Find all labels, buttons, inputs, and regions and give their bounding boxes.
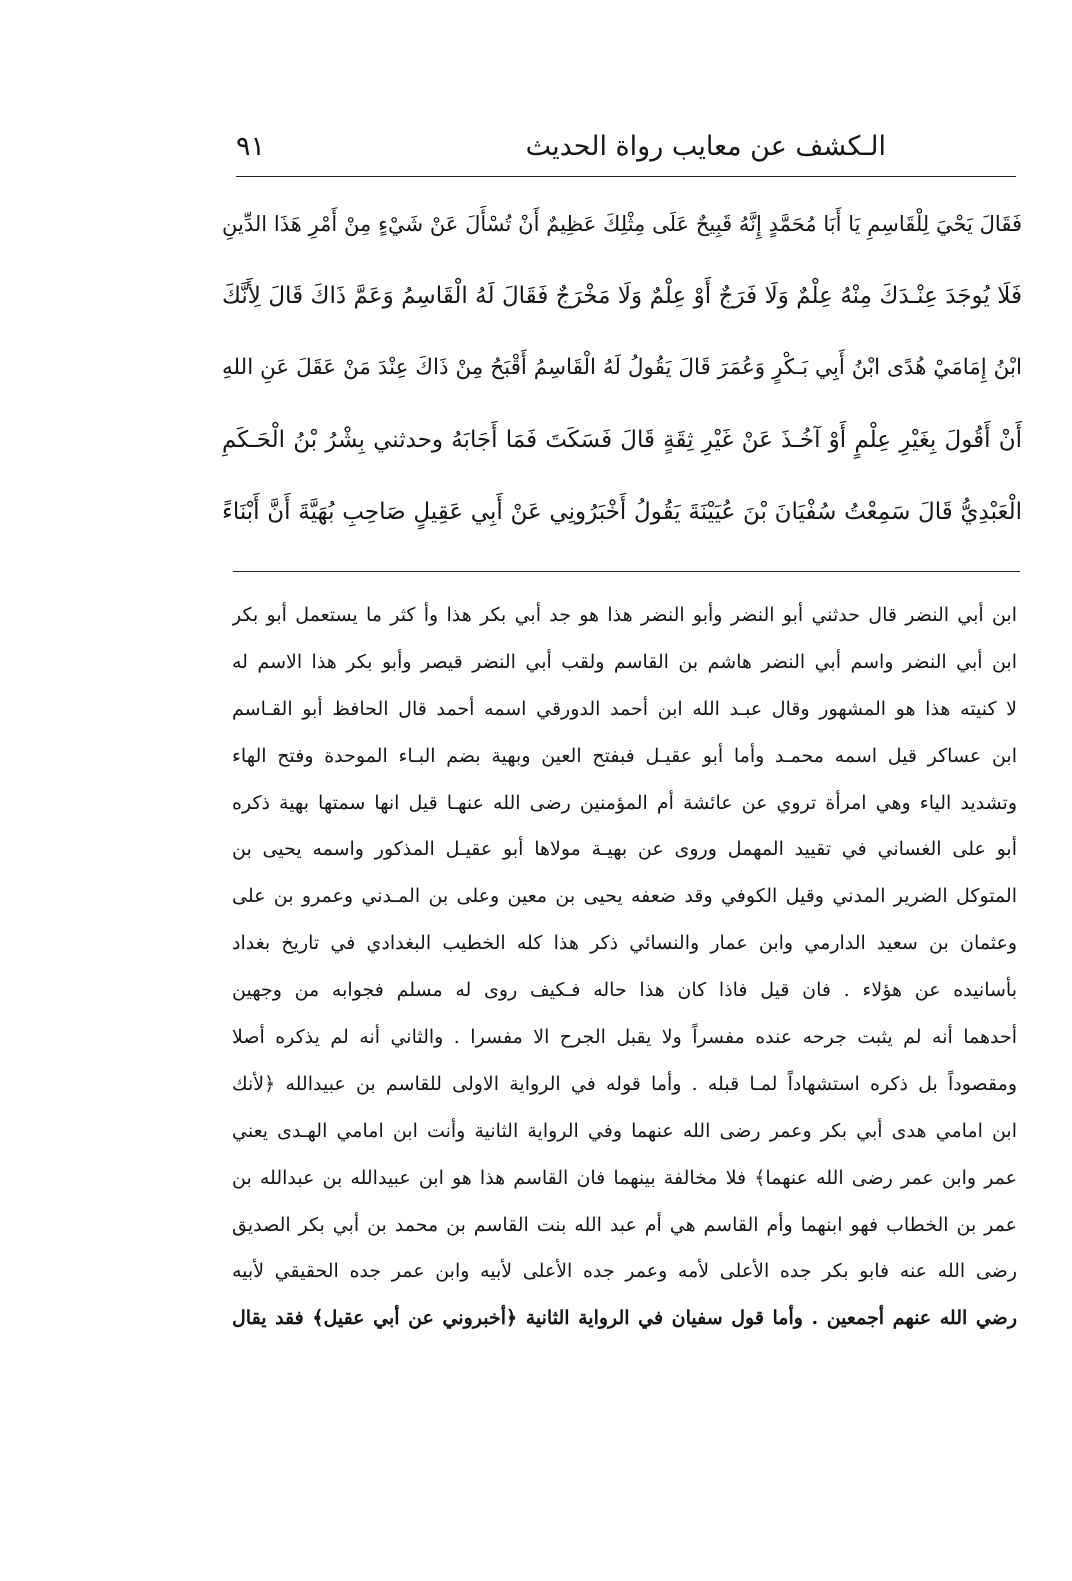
running-title: الـكشف عن معايب رواة الحديث bbox=[525, 131, 886, 162]
footnote-rule bbox=[233, 571, 1020, 572]
commentary-line: عمر وابن عمر رضى الله عنهما﴾ فلا مخالفة بينهما فان القاسم هذا هو ابن عبيدالله بن عبدالله بن bbox=[232, 1166, 1017, 1189]
commentary-line: وتشديد الياء وهي امرأة تروي عن عائشة أم المؤمنين رضى الله عنهـا قيل انها سمتها بهية ذكره bbox=[232, 791, 1017, 814]
commentary-line: ابن امامي هدى أبي بكر وعمر رضى الله عنهما وفي الرواية الثانية وأنت ابن امامي الهـدى يعني bbox=[232, 1119, 1017, 1142]
main-text-line: أَنْ أَقُولَ بِغَيْرِ عِلْمٍ أَوْ آخُـذَ عَنْ غَيْرِ ثِقَةٍ قَالَ فَسَكَتَ فَمَا أَجَابَهُ وحدثني بِشْرُ بْنُ الْحَـكَمِ bbox=[222, 427, 1022, 453]
main-text-line: فَقَالَ يَحْيَ لِلْقَاسِمِ يَا أَبَا مُحَمَّدٍ إِنَّهُ قَبِيحٌ عَلَى مِثْلِكَ عَظِيمٌ أَنْ تُسْأَلَ عَنْ شَيْءٍ مِنْ أَمْرِ هَذَا الدِّينِ bbox=[222, 212, 1022, 236]
commentary-line: ومقصوداً بل ذكره استشهاداً لمـا قبله . وأما قوله في الرواية الاولى للقاسم بن عبيدالله ﴿لأنك bbox=[232, 1072, 1017, 1095]
commentary-line: أحدهما أنه لم يثبت جرحه عنده مفسراً ولا يقبل الجرح الا مفسرا . والثاني أنه لم يذكره أصلا bbox=[232, 1026, 1017, 1049]
commentary-text bbox=[232, 592, 1017, 1342]
main-text-line: فَلَا يُوجَدَ عِنْـدَكَ مِنْهُ عِلْمٌ وَلَا فَرَجٌ أَوْ عِلْمٌ وَلَا مَخْرَجٌ فَقَالَ لَهُ الْقَاسِمُ وَعَمَّ ذَاكَ قَالَ لِأَنَّكَ bbox=[222, 283, 1022, 309]
main-text-line: الْعَبْدِيُّ قَالَ سَمِعْتُ سُفْيَانَ بْنَ عُيَيْنَةَ يَقُولُ أَخْبَرُونِي عَنْ أَبِي عَقِيلٍ صَاحِبِ بُهَيَّةَ أَنَّ أَبْنَاءً bbox=[222, 499, 1022, 525]
header-rule bbox=[236, 176, 1016, 177]
commentary-line: ابن أبي النضر واسم أبي النضر هاشم بن القاسم ولقب أبي النضر قيصر وأبو بكر هذا الاسم له bbox=[232, 650, 1017, 673]
commentary-line: رضي الله عنهم أجمعين . وأما قول سفيان في الرواية الثانية ﴿أخبروني عن أبي عقيل﴾ فقد يقال bbox=[232, 1307, 1017, 1330]
page-number: ٩١ bbox=[236, 131, 266, 162]
main-text-line: ابْنُ إِمَامَيْ هُدًى ابْنُ أَبِي بَـكْرٍ وَعُمَرَ قَالَ يَقُولُ لَهُ الْقَاسِمُ أَقْبَحُ مِنْ ذَاكَ عِنْدَ مَنْ عَقَلَ عَنِ اللهِ bbox=[222, 355, 1022, 380]
commentary-line: بأسانيده عن هؤلاء . فان قيل فاذا كان هذا حاله فـكيف روى له مسلم فجوابه من وجهين bbox=[232, 979, 1017, 1002]
commentary-line: عمر بن الخطاب فهو ابنهما وأم القاسم هي أم عبد الله بنت القاسم بن محمد بن أبي بكر الصديق bbox=[232, 1213, 1017, 1236]
running-header bbox=[236, 124, 1016, 174]
commentary-line: رضى الله عنه فابو بكر جده الأعلى لأمه وعمر جده الأعلى لأبيه وابن عمر جده الحقيقي لأبيه bbox=[232, 1260, 1017, 1283]
commentary-line: المتوكل الضرير المدني وقيل الكوفي وقد ضعفه يحيى بن معين وعلى بن المـدني وعمرو بن على bbox=[232, 885, 1017, 908]
commentary-line: ابن عساكر قيل اسمه محمـد وأما أبو عقيـل فبفتح العين وبهية بضم البـاء الموحدة وفتح الهاء bbox=[232, 744, 1017, 767]
main-text bbox=[222, 188, 1022, 548]
commentary-line: لا كنيته هذا هو المشهور وقال عبـد الله ابن أحمد الدورقي اسمه أحمد قال الحافظ أبو القـاسم bbox=[232, 697, 1017, 720]
commentary-line: وعثمان بن سعيد الدارمي وابن عمار والنسائي ذكر هذا كله الخطيب البغدادي في تاريخ بغداد bbox=[232, 932, 1017, 955]
commentary-line: أبو على الغساني في تقييد المهمل وروى عن بهيـة مولاها أبو عقيـل المذكور واسمه يحيى بن bbox=[232, 838, 1017, 861]
commentary-line: ابن أبي النضر قال حدثني أبو النضر وأبو النضر هذا هو جد أبي بكر هذا وأ كثر ما يستعمل أبو بكر bbox=[232, 604, 1017, 626]
